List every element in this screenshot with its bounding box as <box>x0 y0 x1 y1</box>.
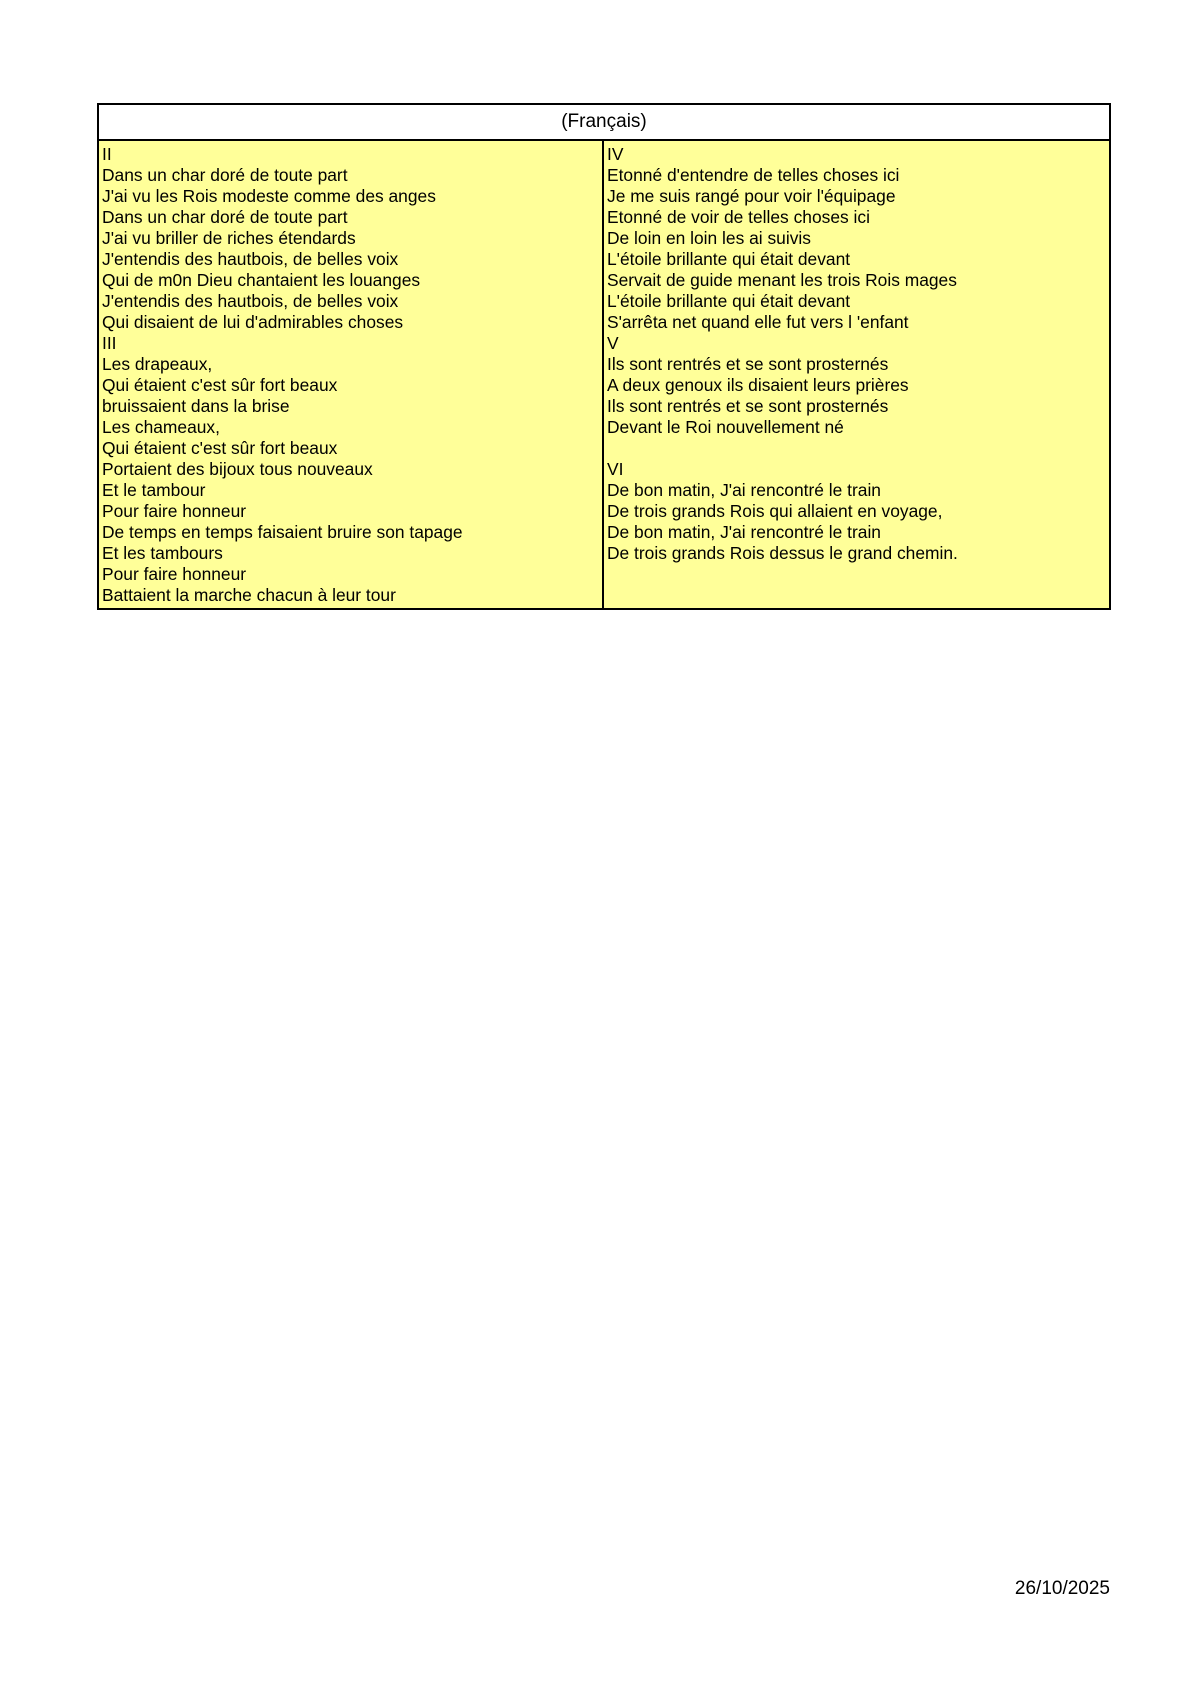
right-column <box>604 141 1109 608</box>
lyric-line: Etonné de voir de telles choses ici <box>607 207 870 227</box>
lyric-line: Pour faire honneur <box>102 564 247 584</box>
lyric-line: Je me suis rangé pour voir l'équipage <box>607 186 896 206</box>
lyric-line: De loin en loin les ai suivis <box>607 228 811 248</box>
lyric-line: Pour faire honneur <box>102 501 247 521</box>
lyric-line: VI <box>607 459 624 479</box>
lyric-line: J'entendis des hautbois, de belles voix <box>102 291 399 311</box>
lyric-line: L'étoile brillante qui était devant <box>607 291 851 311</box>
lyric-line: De bon matin, J'ai rencontré le train <box>607 522 881 542</box>
lyric-line <box>607 585 1109 606</box>
lyric-line: bruissaient dans la brise <box>102 396 290 416</box>
lyric-line: II <box>102 144 112 164</box>
lyrics-table <box>97 103 1111 610</box>
lyric-line: Et le tambour <box>102 480 206 500</box>
lyric-line: Servait de guide menant les trois Rois mages <box>607 270 957 290</box>
lyric-line: III <box>102 333 117 353</box>
lyric-line: Les chameaux, <box>102 417 220 437</box>
lyric-line: S'arrêta net quand elle fut vers l 'enfant <box>607 312 909 332</box>
lyric-line: A deux genoux ils disaient leurs prières <box>607 375 909 395</box>
lyric-line: J'entendis des hautbois, de belles voix <box>102 249 399 269</box>
lyric-line: IV <box>607 144 624 164</box>
left-column <box>99 141 604 608</box>
lyric-line: De bon matin, J'ai rencontré le train <box>607 480 881 500</box>
lyric-line: Les drapeaux, <box>102 354 213 374</box>
lyric-line <box>607 564 1109 585</box>
lyric-line: Ils sont rentrés et se sont prosternés <box>607 354 889 374</box>
lyric-line: Qui étaient c'est sûr fort beaux <box>102 438 338 458</box>
lyric-line: De trois grands Rois dessus le grand chemin. <box>607 543 958 563</box>
lyric-line: Devant le Roi nouvellement né <box>607 417 844 437</box>
lyric-line: Battaient la marche chacun à leur tour <box>102 585 396 605</box>
lyric-line: Portaient des bijoux tous nouveaux <box>102 459 373 479</box>
lyric-line: Dans un char doré de toute part <box>102 207 348 227</box>
lyric-line: De trois grands Rois qui allaient en voyage, <box>607 501 943 521</box>
lyric-line: J'ai vu briller de riches étendards <box>102 228 356 248</box>
lyric-line: J'ai vu les Rois modeste comme des anges <box>102 186 436 206</box>
lyric-line: Qui de m0n Dieu chantaient les louanges <box>102 270 421 290</box>
table-body <box>99 141 1109 608</box>
lyric-line: V <box>607 333 619 353</box>
lyric-line: Dans un char doré de toute part <box>102 165 348 185</box>
lyric-line: De temps en temps faisaient bruire son tapage <box>102 522 463 542</box>
lyric-line: L'étoile brillante qui était devant <box>607 249 851 269</box>
table-header: (Français) <box>99 105 1109 141</box>
lyric-line: Ils sont rentrés et se sont prosternés <box>607 396 889 416</box>
lyric-line: Qui disaient de lui d'admirables choses <box>102 312 404 332</box>
lyric-line <box>607 438 1109 459</box>
lyric-line: Et les tambours <box>102 543 223 563</box>
footer-date: 26/10/2025 <box>1014 1578 1110 1599</box>
lyric-line: Etonné d'entendre de telles choses ici <box>607 165 900 185</box>
lyric-line: Qui étaient c'est sûr fort beaux <box>102 375 338 395</box>
